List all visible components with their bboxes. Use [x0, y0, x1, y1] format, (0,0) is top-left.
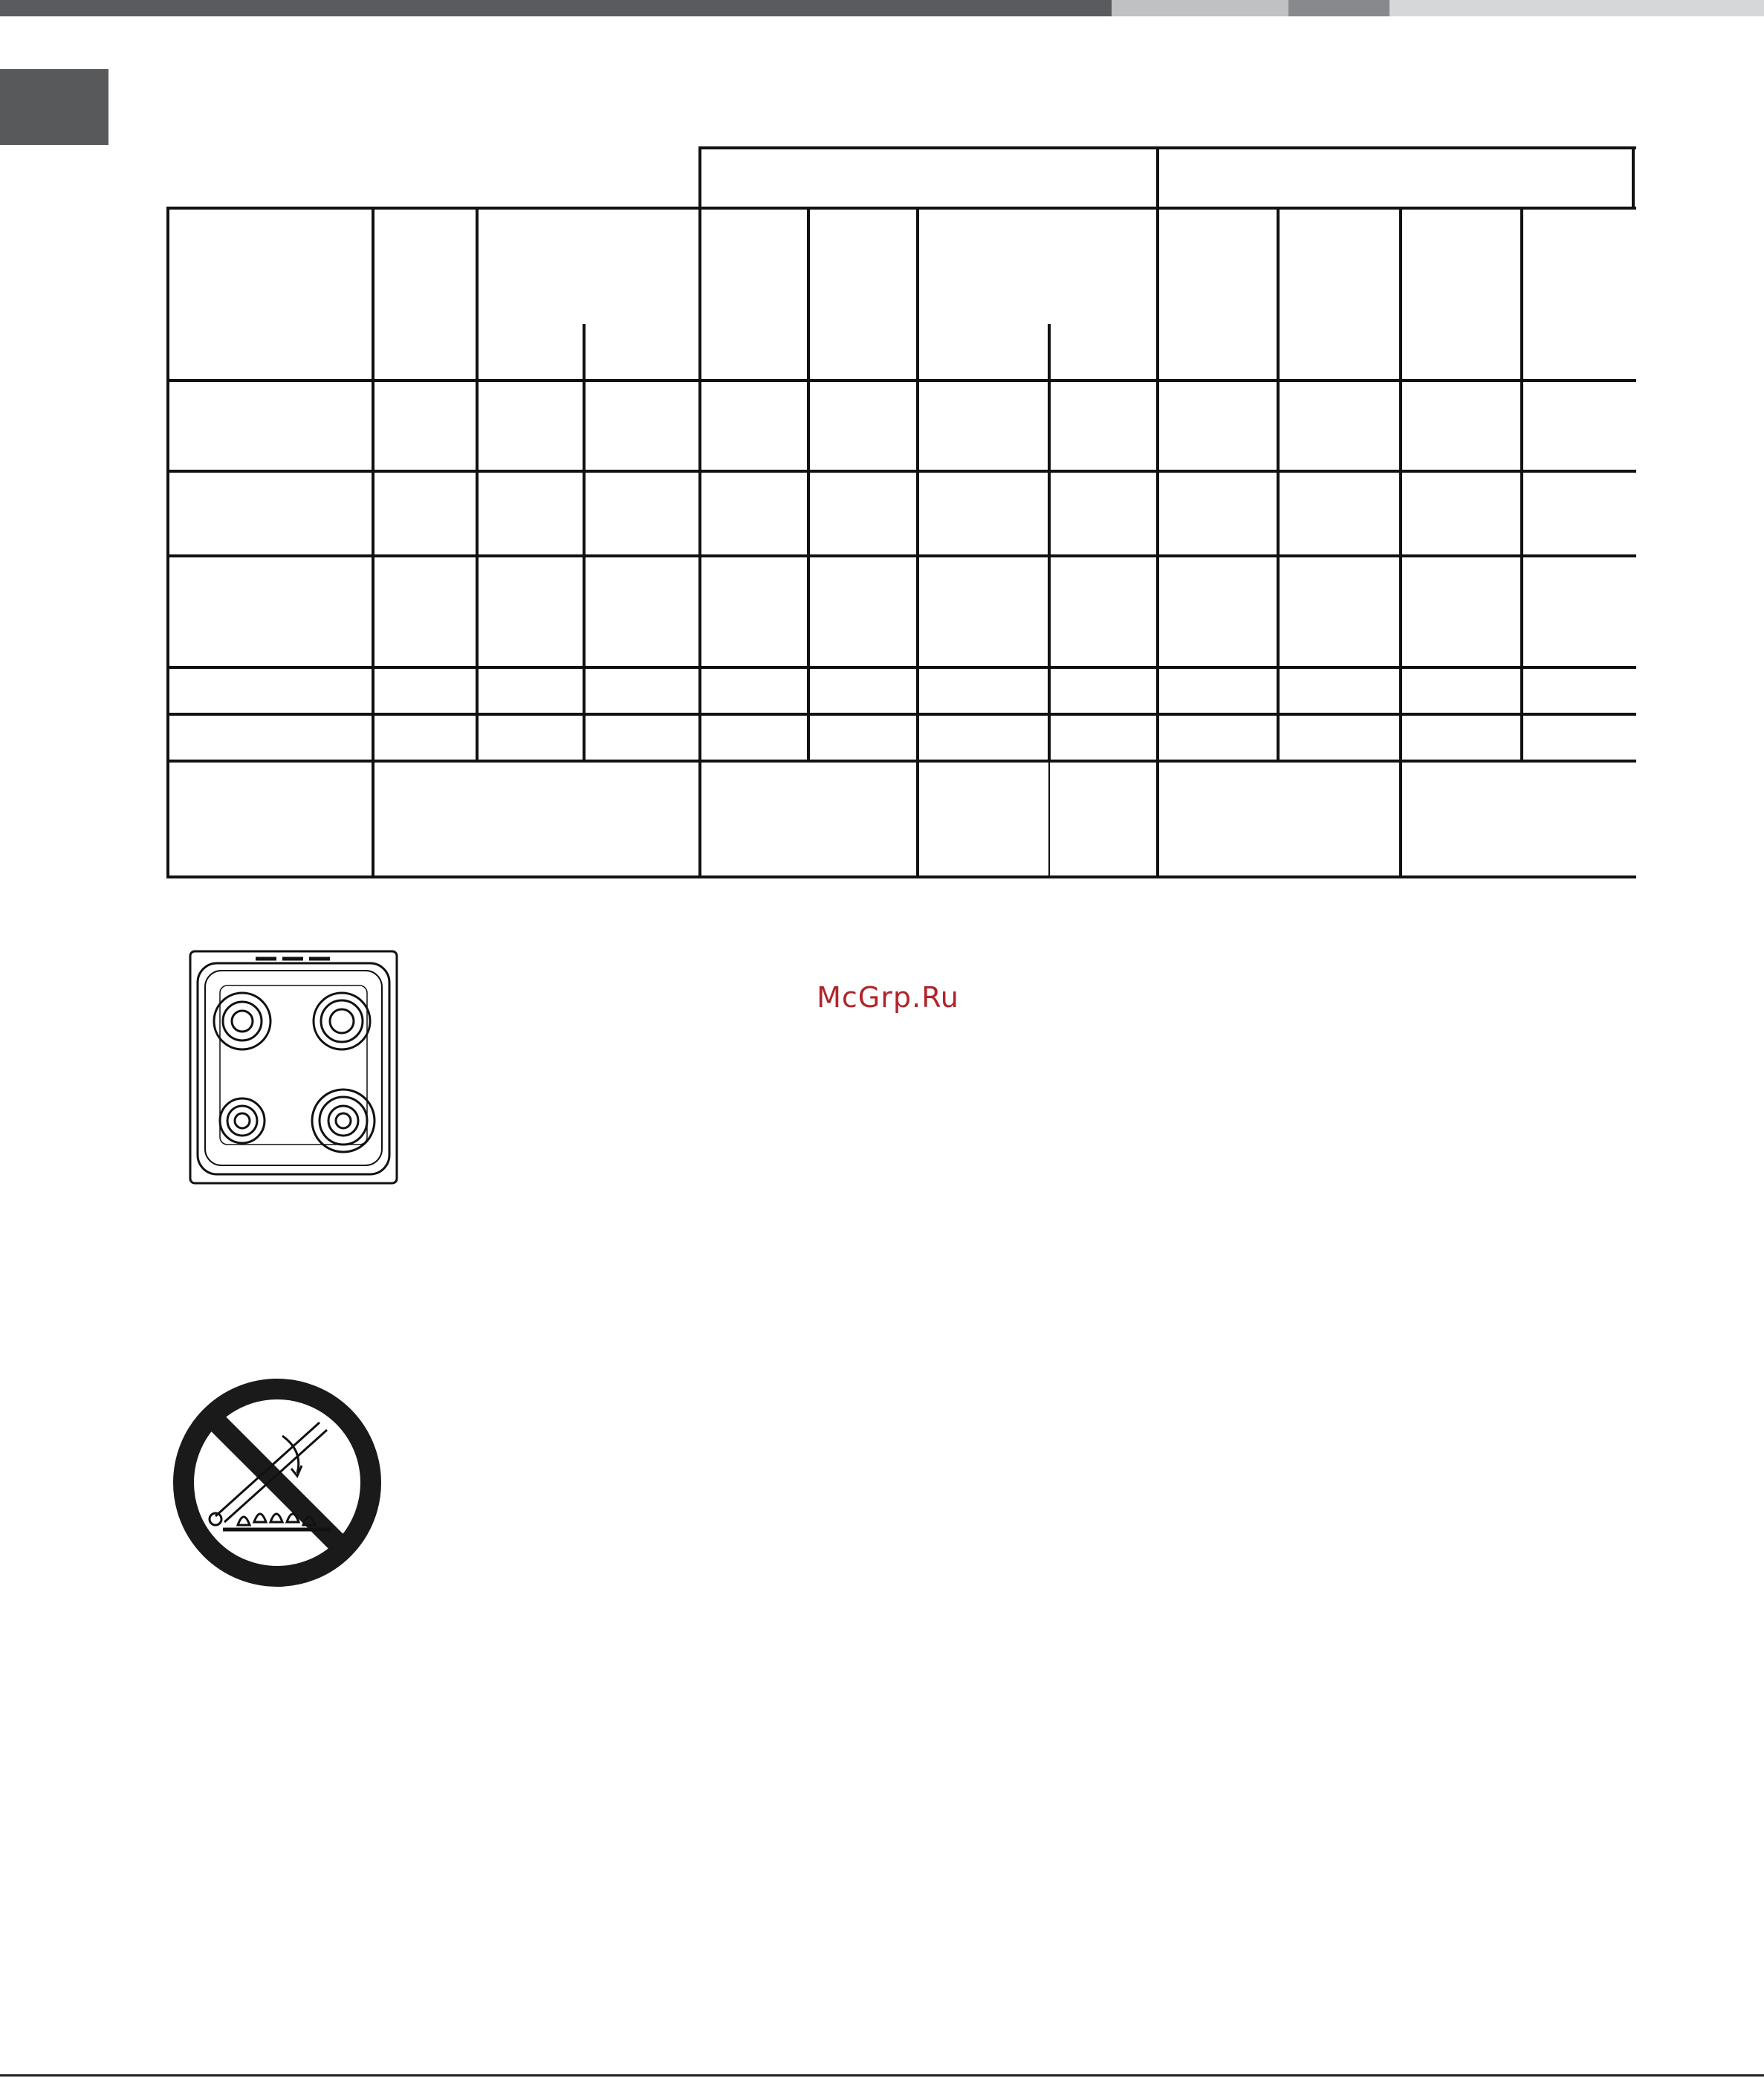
bottom-rule [0, 2074, 1764, 2077]
gas-hob-top-view-icon [187, 948, 403, 1188]
watermark-text: McGrp.Ru [817, 981, 959, 1014]
spec-table-grid [0, 0, 1764, 892]
no-flame-without-pan-prohibition-icon [171, 1376, 383, 1589]
